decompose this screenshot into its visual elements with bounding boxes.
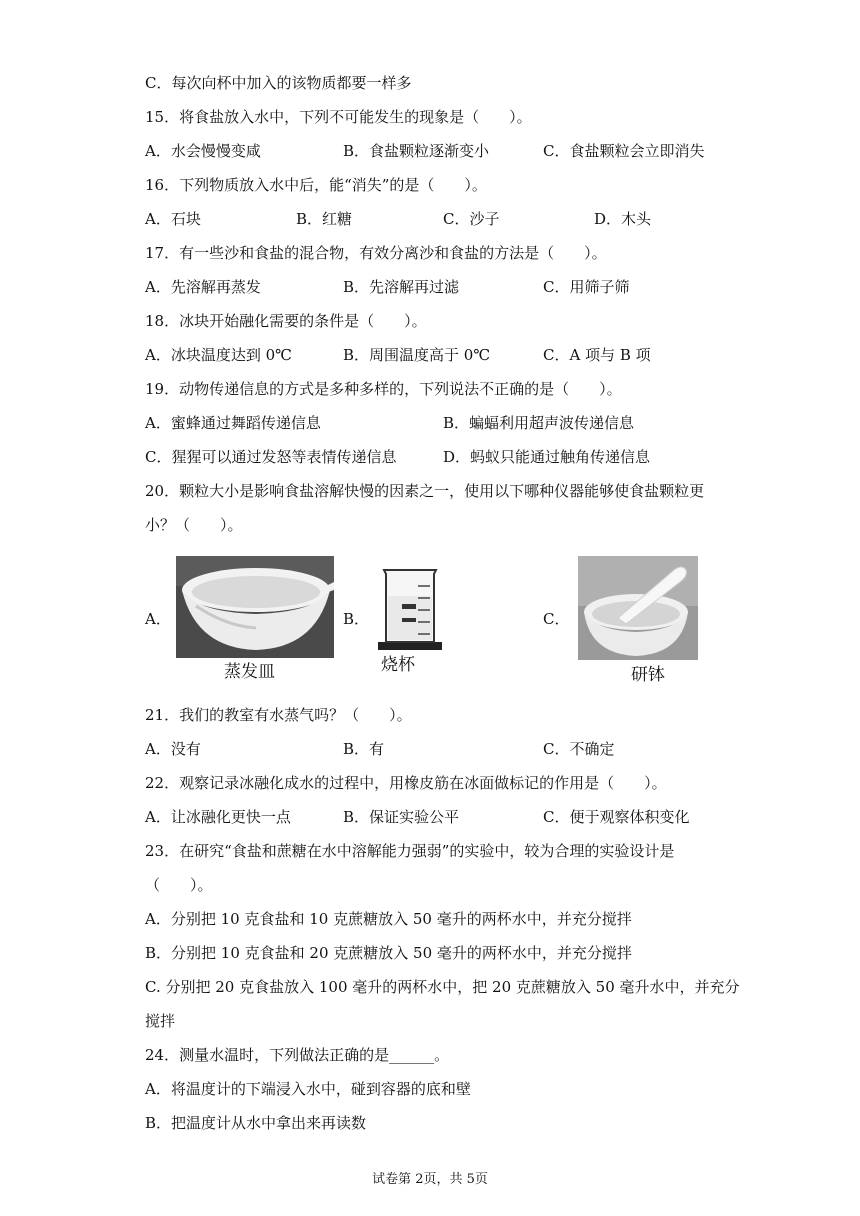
q18-option-b: B．周围温度高于 0℃ — [343, 346, 491, 364]
q20-option-a-label: A． — [145, 610, 171, 628]
q22-option-a: A．让冰融化更快一点 — [145, 808, 291, 826]
q16-stem: 16．下列物质放入水中后，能“消失”的是（ ）。 — [145, 176, 487, 194]
page-footer: 试卷第 2页，共 5页 — [372, 1172, 488, 1187]
q15-option-c: C．食盐颗粒会立即消失 — [543, 142, 705, 160]
q20-option-c-label: C． — [543, 610, 570, 628]
q23-option-a: A．分别把 10 克食盐和 10 克蔗糖放入 50 毫升的两杯水中，并充分搅拌 — [145, 910, 632, 928]
q20-stem-line2: 小？（ ）。 — [145, 516, 243, 534]
q24-option-a: A．将温度计的下端浸入水中，碰到容器的底和壁 — [145, 1080, 471, 1098]
q17-option-b: B．先溶解再过滤 — [343, 278, 460, 296]
q20-option-c-caption: 研钵 — [631, 665, 665, 685]
q23-option-c-line2: 搅拌 — [145, 1012, 176, 1030]
q21-stem: 21．我们的教室有水蒸气吗？（ ）。 — [145, 706, 412, 724]
q22-option-c: C．便于观察体积变化 — [543, 808, 690, 826]
q19-option-c: C．猩猩可以通过发怒等表情传递信息 — [145, 448, 397, 466]
q23-option-b: B．分别把 10 克食盐和 20 克蔗糖放入 50 毫升的两杯水中，并充分搅拌 — [145, 944, 632, 962]
q23-option-c-line1: C. 分别把 20 克食盐放入 100 毫升的两杯水中，把 20 克蔗糖放入 50 毫升水中，并充分 — [145, 978, 740, 996]
q18-option-a: A．冰块温度达到 0℃ — [145, 346, 292, 364]
q23-stem-line2: （ ）。 — [145, 876, 213, 894]
q14-option-c: C．每次向杯中加入的该物质都要一样多 — [145, 74, 412, 92]
q16-option-c: C．沙子 — [443, 210, 500, 228]
q19-option-d: D．蚂蚁只能通过触角传递信息 — [443, 448, 651, 466]
beaker-image — [378, 566, 442, 650]
q20-stem-line1: 20．颗粒大小是影响食盐溶解快慢的因素之一，使用以下哪种仪器能够使食盐颗粒更 — [145, 482, 705, 500]
q21-option-a: A．没有 — [145, 740, 201, 758]
q17-option-a: A．先溶解再蒸发 — [145, 278, 261, 296]
q21-option-b: B．有 — [343, 740, 385, 758]
q19-stem: 19．动物传递信息的方式是多种多样的，下列说法不正确的是（ ）。 — [145, 380, 622, 398]
q18-stem: 18．冰块开始融化需要的条件是（ ）。 — [145, 312, 427, 330]
q23-stem-line1: 23．在研究“食盐和蔗糖在水中溶解能力强弱”的实验中，较为合理的实验设计是 — [145, 842, 675, 860]
q15-option-a: A．水会慢慢变咸 — [145, 142, 261, 160]
q24-stem: 24．测量水温时，下列做法正确的是______。 — [145, 1046, 450, 1064]
q20-option-a-caption: 蒸发皿 — [224, 662, 275, 682]
q16-option-b: B．红糖 — [296, 210, 353, 228]
q18-option-c: C．A 项与 B 项 — [543, 346, 651, 364]
q17-stem: 17．有一些沙和食盐的混合物，有效分离沙和食盐的方法是（ ）。 — [145, 244, 607, 262]
q19-option-a: A．蜜蜂通过舞蹈传递信息 — [145, 414, 321, 432]
q16-option-a: A．石块 — [145, 210, 201, 228]
q16-option-d: D．木头 — [594, 210, 652, 228]
q15-option-b: B．食盐颗粒逐渐变小 — [343, 142, 490, 160]
q21-option-c: C．不确定 — [543, 740, 615, 758]
q20-option-b-label: B． — [343, 610, 370, 628]
q17-option-c: C．用筛子筛 — [543, 278, 630, 296]
q15-stem: 15．将食盐放入水中，下列不可能发生的现象是（ ）。 — [145, 108, 532, 126]
q24-option-b: B．把温度计从水中拿出来再读数 — [145, 1114, 367, 1132]
q22-option-b: B．保证实验公平 — [343, 808, 460, 826]
q19-option-b: B．蝙蝠利用超声波传递信息 — [443, 414, 635, 432]
mortar-pestle-image — [578, 556, 698, 660]
q20-option-b-caption: 烧杯 — [381, 655, 415, 675]
q22-stem: 22．观察记录冰融化成水的过程中，用橡皮筋在冰面做标记的作用是（ ）。 — [145, 774, 667, 792]
evaporating-dish-image — [176, 556, 334, 658]
